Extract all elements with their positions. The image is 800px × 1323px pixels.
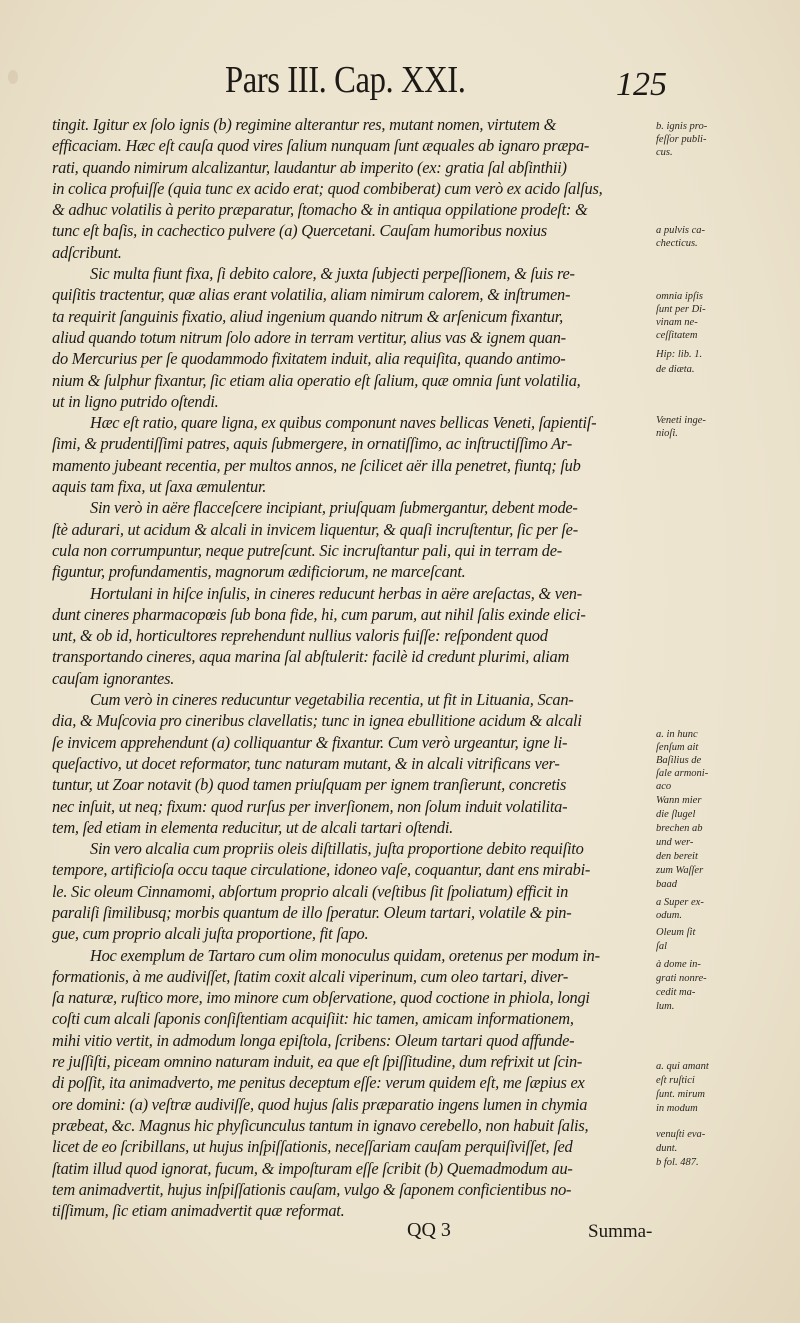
margin-note: Hip: lib. 1. [656,349,703,360]
margin-note: ſunt per Di- [656,304,706,315]
text-line: ſtatim illud quod ignorat, fucum, & impoſturam eſſe ſcribit (b) Quemadmodum au- [52,1158,573,1178]
text-line: do Mercurius per ſe quodammodo fixitatem induit, alia requiſita, quando antimo- [52,349,566,369]
text-line: tunc eſt baſis, in cachectico pulvere (a) Quercetani. Cauſam humoribus noxius [52,221,547,241]
margin-note: aco [656,781,672,792]
text-line: mamento jubeant recentia, per multos annos, ne ſcilicet aër illa penetret, fiuntq; ſub [52,455,581,475]
running-title: Pars III. Cap. XXI. [225,59,466,101]
margin-note: baad [656,879,677,890]
margin-note: vinam ne- [656,317,698,328]
text-line: rati, quando nimirum alcalizantur, laudantur ab imperito (ex: gratia ſal abſinthii) [52,157,567,177]
text-line: ut in ligno putrido oſtendi. [52,391,219,411]
margin-note: Oleum ſit [656,927,696,938]
margin-note: ceſſitatem [656,330,698,341]
margin-note: dunt. [656,1143,678,1154]
margin-note: a. qui amant [656,1061,709,1072]
margin-note: cus. [656,147,673,158]
text-line: tem, ſed etiam in elementa reducitur, ut de alcali tartari oſtendi. [52,817,453,837]
text-line: cauſam ignorantes. [52,668,175,688]
text-line: aquis tam fixa, ut ſaxa æmulentur. [52,477,267,497]
page-header [0,58,800,108]
text-line: ſa naturæ, ruſtico more, imo minore cum obſervatione, quod coctione in phiola, longi [52,988,590,1008]
text-line: & adhuc volatilis à perito præparatur, ſtomacho & in antiqua oppilatione prodeſt: & [52,200,588,220]
margin-note: ſale armoni- [656,768,709,779]
margin-note: ſunt. mirum [656,1089,706,1100]
text-line: nium & ſulphur fixantur, ſic etiam alia operatio eſt ſalium, quæ omnia ſunt volatilia, [52,370,581,390]
text-line: gue, cum proprio alcali juſta proportione, fit ſapo. [52,924,369,944]
text-line: Sin verò in aëre flacceſcere incipiant, priuſquam ſubmergantur, debent mode- [90,498,578,518]
margin-note: lum. [656,1001,675,1012]
text-line: ta requirit ſanguinis fixatio, aliud ingenium quando nitrum & arſenicum fixantur, [52,306,563,326]
text-line: paraliſi ſimilibusq; morbis quantum de illo ſperatur. Oleum tartari, volatile & pin- [52,902,572,922]
margin-note: Wann mier [656,795,702,806]
text-line: mihi vitio vertit, in admodum longa epiſtola, ſcribens: Oleum tartari quod affunde- [52,1030,575,1050]
text-line: queſactivo, ut docet reformator, tunc naturam mutant, & in alcali vitrificans ver- [52,753,560,773]
text-line: adſcribunt. [52,242,122,262]
text-line: efficaciam. Hæc eſt cauſa quod vires ſalium nunquam ſunt æquales ab ignaro præpa- [52,136,590,156]
text-line: re juſſiſti, piceam omnino naturam induit, ea que eſt ſpiſſitudine, dum refrixit ut ſcin- [52,1052,583,1072]
margin-note: a Super ex- [656,897,704,908]
text-line: tem animadvertit, hujus inſpiſſationis cauſam, vulgo & ſaponem conficientibus no- [52,1179,572,1199]
text-line: quiſitis tractentur, quæ alias erant volatilia, aliam nimirum calorem, & inſtrumen- [52,285,571,305]
margin-note: omnia ipſis [656,291,703,302]
text-line: dunt cineres pharmacopœis ſub bona fide, hi, cum parum, aut nihil ſalis exinde elici- [52,604,586,624]
margin-note: a pulvis ca- [656,225,705,236]
margin-note: den bereit [656,851,698,862]
text-line: figuntur, profundamentis, magnorum ædificiorum, ne marceſcant. [52,562,466,582]
text-line: licet de eo ſcribillans, ut hujus inſpiſſationis, neceſſariam cauſam perquiſiviſſet, ſed [52,1137,573,1157]
text-line: Cum verò in cineres reducuntur vegetabilia recentia, ut fit in Lituania, Scan- [90,690,574,710]
margin-note: Veneti inge- [656,415,706,426]
text-line: Hoc exemplum de Tartaro cum olim monoculus quidam, oretenus per modum in- [90,945,600,965]
text-line: coſti cum alcali ſaponis conſiſtentiam acquiſiit: hic tamen, amicam informationem, [52,1009,574,1029]
text-line: cula non corrumpuntur, neque putreſcunt. Sic incruſtantur pali, qui in terram de- [52,540,562,560]
signature-mark: QQ 3 [407,1219,451,1241]
margin-note: eſt ruſtici [656,1075,695,1086]
margin-note: checticus. [656,238,698,249]
text-line: unt, & ob id, horticultores reprehendunt nullius valoris fuiſſe: reſpondent quod [52,626,548,646]
text-line: dia, & Muſcovia pro cineribus clavellatis; tunc in ignea ebullitione acidum & alcali [52,711,582,731]
margin-note: b fol. 487. [656,1157,699,1168]
text-line: ore domini: (a) veſtræ audiviſſe, quod hujus ſalis præparatio ingens lumen in chymia [52,1094,588,1114]
margin-note: zum Waſſer [656,865,704,876]
text-line: nec inſuit, ut neq; fixum: quod rurſus per inverſionem, non ſolum induit volatilita- [52,796,568,816]
text-line: aliud quando totum nitrum ſolo adore in terram vertitur, alius vas & ignem quan- [52,327,566,347]
margin-note: brechen ab [656,823,703,834]
text-line: tuntur, ut Zoar notavit (b) quod tamen priuſquam per ignem tranſierunt, concretis [52,775,567,795]
text-line: in colica profuiſſe (quia tunc ex acido erat; quod combiberat) cum verò ex acido ſalſus, [52,178,603,198]
margin-note: à dome in- [656,959,701,970]
text-line: le. Sic oleum Cinnamomi, abſortum proprio alcali (veſtibus ſit ſpoliatum) efficit in [52,881,569,901]
text-line: ſtè adurari, ut acidum & alcali in invicem liquentur, & quaſi incruſtentur, ſic per ſe- [52,519,578,539]
text-line: tempore, artificioſa occu taque circulatione, idoneo vaſe, coquantur, dant ens mirabi- [52,860,591,880]
margin-note: cedit ma- [656,987,696,998]
margin-note: ſal [656,941,668,952]
text-line: Hæc eſt ratio, quare ligna, ex quibus componunt naves bellicas Veneti, ſapientiſ- [90,413,597,433]
margin-note: feſſor publi- [656,134,707,145]
text-line: di poſſit, ita animadverto, me penitus deceptum eſſe: verum quidem eſt, me ſæpius ex [52,1073,585,1093]
page-number: 125 [616,66,667,103]
text-line: tingit. Igitur ex ſolo ignis (b) regimine alterantur res, mutant nomen, virtutem & [52,115,557,134]
margin-note: venuſti eva- [656,1129,706,1140]
margin-note: die ſlugel [656,809,696,820]
text-line: ſimi, & prudentiſſimi patres, aquis ſubmergere, in ornatiſſimo, ac inſtructiſſimo Ar- [52,434,572,454]
text-line: Hortulani in hiſce inſulis, in cineres reducunt herbas in aëre areſactas, & ven- [90,583,582,603]
text-line: transportando cineres, aqua marina ſal abſtulerit: facilè id credunt plurimi, aliam [52,647,570,667]
margin-note: b. ignis pro- [656,121,708,132]
margin-note: de diæta. [656,364,695,375]
text-line: formationis, à me audiviſſet, ſtatim coxit alcali viperinum, cum oleo tartari, diver- [52,966,569,986]
catchword: Summa- [588,1221,653,1242]
text-line: tiſſimum, ſic etiam animadvertit quæ reformat. [52,1201,345,1221]
text-line: ſe invicem apprehendunt (a) colliquantur & fixantur. Cum verò urgeantur, igne li- [52,732,568,752]
margin-note: odum. [656,910,682,921]
margin-note: grati nonre- [656,973,707,984]
margin-note: a. in hunc [656,729,698,740]
page-footer [0,1215,800,1255]
text-line: præbeat, &c. Magnus hic phyſicunculus tantum in ignavo cerebello, non habuit ſalis, [52,1115,589,1135]
text-line: Sic multa fiunt fixa, ſi debito calore, & juxta ſubjecti perpeſſionem, & ſuis re- [90,264,575,284]
main-text-column [52,114,654,1221]
margin-note: Baſilius de [656,755,702,766]
margin-note: nioſi. [656,428,678,439]
margin-note: und wer- [656,837,694,848]
text-line: Sin vero alcalia cum propriis oleis diſtillatis, juſta proportione debito requiſito [90,839,584,859]
margin-note: in modum [656,1103,698,1114]
margin-note: ſenſum ait [656,742,699,753]
